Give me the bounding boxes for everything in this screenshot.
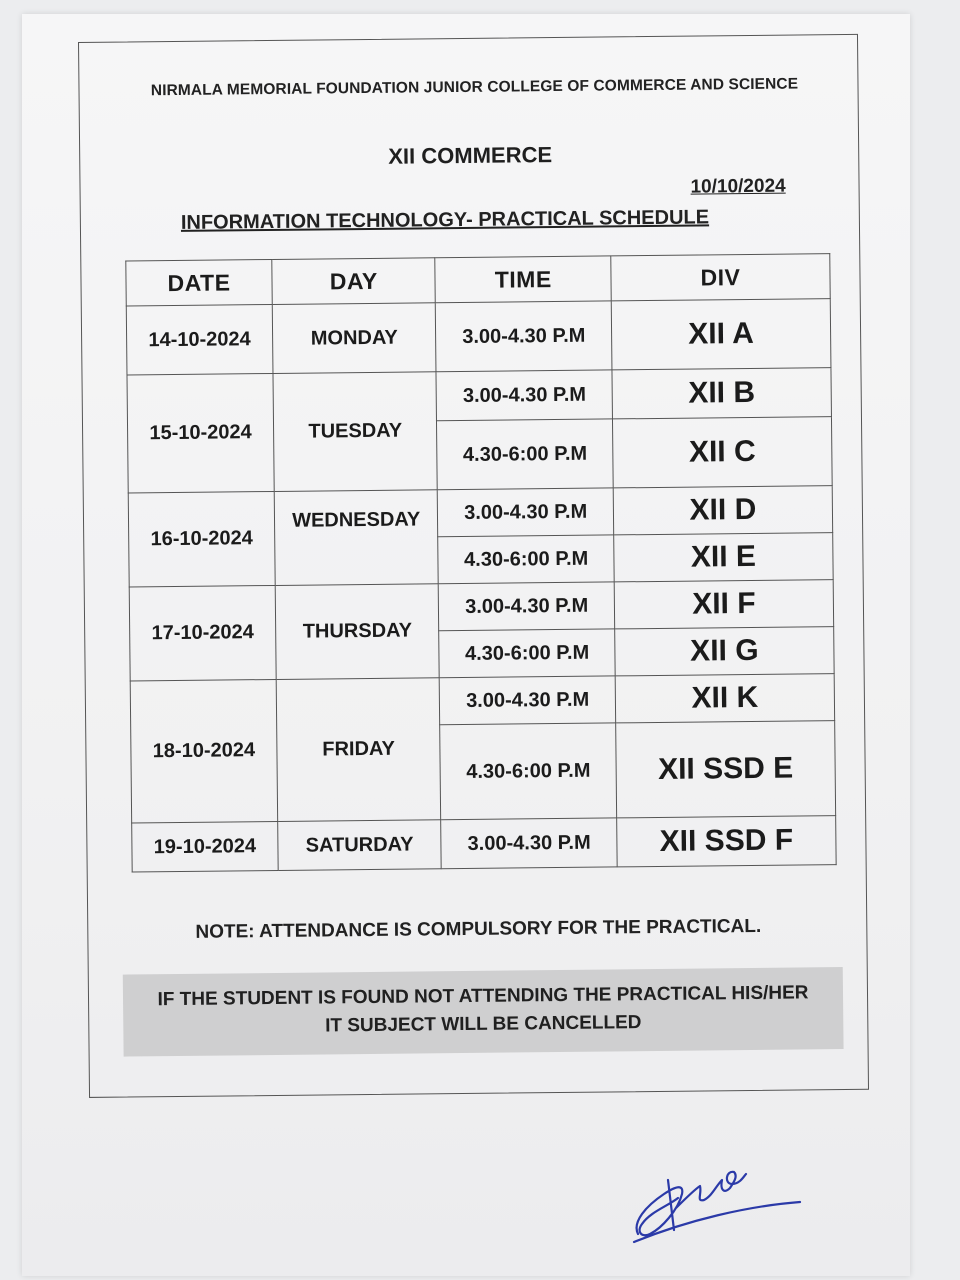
day-cell: MONDAY	[272, 303, 436, 374]
time-cell: 3.00-4.30 P.M	[438, 488, 614, 537]
date-cell: 19-10-2024	[132, 821, 278, 872]
attendance-note: NOTE: ATTENDANCE IS COMPULSORY FOR THE PRACTICAL.	[195, 915, 762, 943]
schedule-table	[125, 253, 836, 872]
day-cell: FRIDAY	[276, 678, 441, 822]
date-cell: 14-10-2024	[126, 304, 273, 375]
date-cell: 18-10-2024	[130, 679, 277, 823]
time-cell: 4.30-6:00 P.M	[439, 629, 615, 678]
day-cell: SATURDAY	[278, 820, 442, 871]
warning-line-1: IF THE STUDENT IS FOUND NOT ATTENDING THE PRACTICAL HIS/HER	[157, 982, 809, 1011]
table-row	[127, 368, 831, 424]
table-row	[130, 674, 834, 728]
table-row	[128, 486, 832, 540]
date-cell: 16-10-2024	[128, 491, 275, 587]
time-cell: 3.00-4.30 P.M	[436, 370, 612, 421]
time-cell: 4.30-6:00 P.M	[440, 723, 616, 820]
signature-mark	[628, 1150, 808, 1250]
div-cell: XII B	[612, 368, 832, 419]
header-div: DIV	[611, 254, 830, 301]
document-date: 10/10/2024	[690, 175, 786, 198]
time-cell: 3.00-4.30 P.M	[441, 818, 617, 869]
college-name: NIRMALA MEMORIAL FOUNDATION JUNIOR COLLEGE OF COMMERCE AND SCIENCE	[150, 75, 799, 100]
paper-sheet	[22, 14, 910, 1276]
div-cell: XII SSD F	[617, 816, 837, 867]
div-cell: XII E	[614, 533, 834, 582]
time-cell: 4.30-6:00 P.M	[438, 535, 614, 584]
div-cell: XII C	[612, 417, 832, 488]
div-cell: XII F	[614, 580, 834, 629]
day-cell: WEDNESDAY	[274, 490, 439, 586]
div-cell: XII K	[615, 674, 835, 723]
day-cell: THURSDAY	[275, 584, 440, 680]
date-cell: 17-10-2024	[129, 585, 276, 681]
table-header-row	[126, 254, 830, 306]
div-cell: XII A	[611, 299, 831, 370]
day-cell: TUESDAY	[273, 372, 438, 492]
table-row	[129, 580, 833, 634]
document-border	[78, 34, 869, 1098]
table-row	[132, 816, 836, 872]
time-cell: 4.30-6:00 P.M	[437, 419, 613, 490]
cancellation-warning	[123, 967, 844, 1057]
time-cell: 3.00-4.30 P.M	[436, 301, 612, 372]
div-cell: XII G	[615, 627, 835, 676]
div-cell: XII D	[613, 486, 833, 535]
div-cell: XII SSD E	[616, 721, 836, 818]
header-time: TIME	[435, 256, 611, 303]
schedule-title: INFORMATION TECHNOLOGY- PRACTICAL SCHEDULE	[180, 206, 710, 234]
header-date: DATE	[126, 259, 272, 306]
warning-line-2: IT SUBJECT WILL BE CANCELLED	[325, 1012, 642, 1037]
time-cell: 3.00-4.30 P.M	[439, 582, 615, 631]
date-cell: 15-10-2024	[127, 373, 274, 493]
class-title: XII COMMERCE	[388, 142, 553, 169]
time-cell: 3.00-4.30 P.M	[440, 676, 616, 725]
header-day: DAY	[272, 258, 436, 305]
table-row	[126, 299, 831, 375]
